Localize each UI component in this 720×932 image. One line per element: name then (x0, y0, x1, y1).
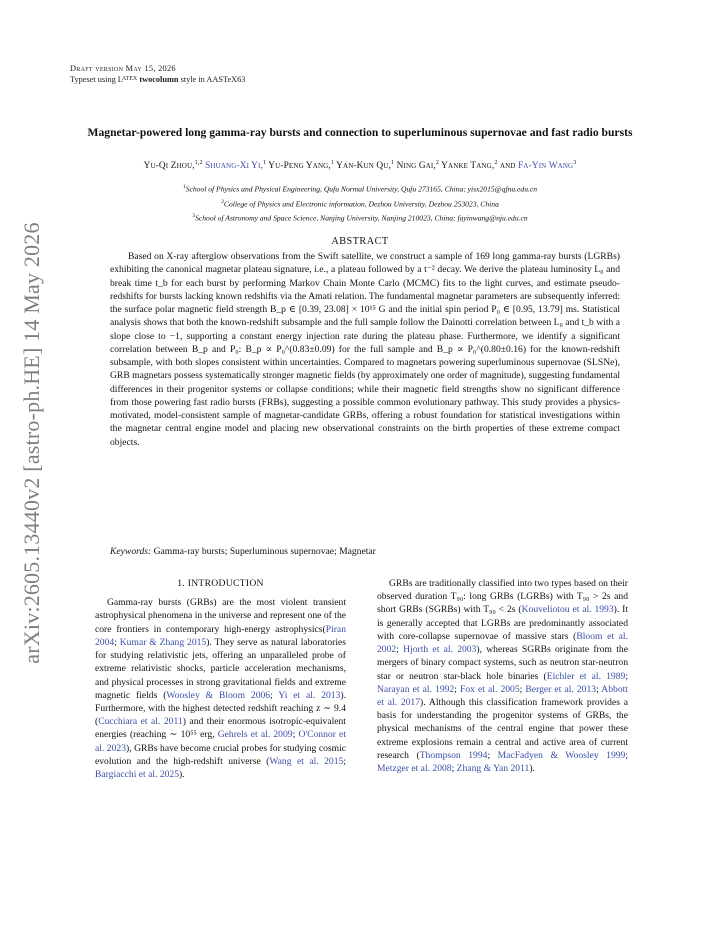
citation-link[interactable]: Metzger et al. 2008 (377, 763, 452, 775)
body-text: ; (270, 689, 279, 701)
citation-link[interactable]: O'Connor et al. 2023 (95, 729, 346, 754)
abstract-text: Based on X-ray afterglow observations from the Swift satellite, we construct a sample of 169 long gamma-ray bursts (LGRBs) exhibiting the canonical magnetar plateau signature, i.e., a plateau followed by a t⁻² decay. We derive the plateau luminosity L₀ and break time t_b for each burst by performing Markov Chain Monte Carlo (MCMC) fits to the light curves, and estimate pseudo-redshifts for bursts lacking known redshifts via the Amati relation. The fundamental magnetar parameters are subsequently inferred: the surface polar magnetic field strength B_p ∈ [0.39, 23.08] × 10¹⁵ G and the initial spin period P₀ ∈ [0.95, 13.79] ms. Statistical analysis shows that both the known-redshift subsample and the full sample follow the Dainotti correlation between L₀ and t_b with a slope close to −1, supporting a constant energy injection rate during the plateau phase. Furthermore, we identify a significant correlation between B_p and P₀: B_p ∝ P₀^(0.83±0.09) for the full sample and B_p ∝ P₀^(0.80±0.16) for the known-redshift subsample, with both slopes consistent within uncertainties. Compared to magnetars powering superluminous supernovae (SLSNe), GRB magnetars possess systematically stronger magnetic fields (by approximately one order of magnitude), suggesting fundamental differences in their progenitor systems or collapse conditions; while their magnetic field strengths show no significant difference from those powering fast radio bursts (FRBs), suggesting a possible common evolutionary pathway. This study provides a physics-motivated, model-consistent sample of magnetar-candidate GRBs, offering a robust foundation for statistical investigations within the magnetar central engine model and placing new observational constraints on the birth properties of these extreme compact objects. (110, 251, 620, 448)
abstract-heading: ABSTRACT (331, 236, 389, 247)
author-link[interactable]: Shuang-Xi Yi, (205, 161, 263, 172)
author-affiliation-mark: 3 (573, 160, 577, 166)
affiliation-line (60, 196, 660, 211)
body-text: ; (292, 729, 299, 741)
body-text: ; (451, 763, 457, 775)
draft-version-line: Draft version May 15, 2026 (70, 64, 176, 73)
body-text: ), GRBs have become crucial probes for studying cosmic evolution and the high-redshift universe ( (95, 742, 346, 767)
typeset-bold: twocolumn (139, 75, 179, 84)
citation-link[interactable]: Piran 2004 (95, 623, 346, 648)
citation-link[interactable]: Zhang & Yan 2011 (456, 763, 530, 775)
author-name: Yu-Qi Zhou, (143, 161, 195, 172)
body-text: ; (343, 755, 346, 767)
citation-link[interactable]: Kouveliotou et al. 1993 (521, 604, 614, 616)
affiliation-number: 1 (182, 184, 186, 190)
author-link[interactable]: Fa-Yin Wang (518, 161, 574, 172)
intro-paragraph-1 (95, 596, 346, 781)
author-affiliation-mark: 1 (330, 160, 335, 166)
citation-link[interactable]: Thompson 1994 (419, 749, 488, 761)
author-affiliation-mark: 2 (435, 160, 440, 166)
typeset-line: Typeset using $L^{ATEX}$ twocolumn style in AASTeX63 (70, 75, 246, 84)
section-heading-introduction: 1. INTRODUCTION (177, 578, 264, 589)
body-text: ), whereas SGRBs originate from the mergers of binary compact systems, such as neutron star-neutron star or neutron star-black hole binaries ( (377, 644, 628, 682)
author-name: Yanke Tang, (441, 161, 495, 172)
citation-link[interactable]: Cucchiara et al. 2011 (98, 716, 183, 728)
affiliation-line (60, 181, 660, 196)
keywords-text: Gamma-ray bursts; Superluminous supernovae; Magnetar (153, 546, 376, 557)
intro-left-column (95, 577, 346, 781)
citation-link[interactable]: Bargiacchi et al. 2025 (95, 769, 180, 781)
body-text: ; (625, 749, 629, 761)
citation-link[interactable]: Narayan et al. 1992 (377, 683, 455, 695)
body-text: Gamma-ray bursts (GRBs) are the most violent transient astrophysical phenomena in the universe and represent one of the core frontiers in contemporary high-energy astrophysics( (95, 597, 346, 635)
body-text: ) and their enormous isotropic-equivalent energies (reaching ∼ 10⁵⁵ erg, (95, 716, 346, 741)
author-affiliation-mark: 1 (390, 160, 395, 166)
citation-link[interactable]: Fox et al. 2005 (459, 683, 520, 695)
citation-link[interactable]: Woosley & Bloom 2006 (166, 689, 271, 701)
author-affiliation-mark: 2 (494, 160, 498, 166)
body-text: ; (596, 683, 602, 695)
affiliation-text: School of Astronomy and Space Science, Nanjing University, Nanjing 210023, China; fayinwang@nju.edu.cn (195, 214, 528, 223)
intro-right-column (377, 577, 628, 775)
citation-link[interactable]: Berger et al. 2013 (525, 683, 597, 695)
arxiv-identifier-text: arXiv:2605.13440v2 [astro-ph.HE] 14 May 2026 (19, 222, 44, 664)
citation-link[interactable]: Eichler et al. 1989 (546, 670, 626, 682)
body-text: ). It is generally accepted that LGRBs are predominantly associated with core-collapse supernovae of massive stars ( (377, 604, 628, 642)
citation-link[interactable]: Bloom et al. 2002 (377, 630, 628, 656)
author-name: Yu-Peng Yang, (268, 161, 331, 172)
keywords-line (110, 546, 620, 557)
intro-paragraph-2 (377, 577, 628, 775)
abstract-body (110, 250, 620, 449)
affiliation-text: School of Physics and Physical Engineering, Qufu Normal University, Qufu 273165, China; yisx2015@qfnu.edu.cn (185, 184, 538, 194)
keywords-label: Keywords: (110, 546, 152, 557)
body-text: ). (529, 763, 535, 775)
body-text: ; (396, 644, 404, 656)
citation-link[interactable]: Hjorth et al. 2003 (403, 644, 477, 656)
affiliation-number: 3 (192, 213, 196, 220)
author-name: Ning Gai, (396, 161, 436, 172)
body-text: ; (454, 683, 460, 695)
affiliation-text: College of Physics and Electronic information, Dezhou University, Dezhou 253023, China (223, 199, 499, 209)
author-affiliation-mark: 1 (263, 160, 267, 166)
author-list (60, 160, 660, 171)
citation-link[interactable]: Wang et al. 2015 (269, 755, 344, 767)
body-text: ; (519, 683, 526, 695)
citation-link[interactable]: MacFadyen & Woosley 1999 (497, 749, 626, 761)
body-text: ; (114, 636, 120, 648)
affiliation-number: 2 (221, 198, 224, 205)
citation-link[interactable]: Abbott et al. 2017 (377, 683, 628, 708)
body-text: ). (179, 769, 185, 781)
citation-link[interactable]: Kumar & Zhang 2015 (119, 636, 207, 648)
body-text: ). Although this classification framework provides a basis for understanding the progenitor systems of GRBs, the physical mechanisms of the central engine that power these extreme explosions remain a central and active area of current research ( (377, 696, 628, 761)
author-name: and (499, 161, 516, 172)
body-text: ). They serve as natural laboratories for studying relativistic jets, offering an unparalleled probe of extreme relativistic shocks, particle acceleration mechanisms, and physical processes in strong gravitational fields and extreme magnetic fields ( (95, 636, 346, 701)
preprint-header (70, 63, 245, 85)
arxiv-identifier-stamp (6, 222, 58, 664)
body-text: GRBs are traditionally classified into two types based on their observed duration T₉₀: long GRBs (LGRBs) with T₉₀ > 2s and short GRBs (SGRBs) with T₉₀ < 2s ( (377, 578, 628, 616)
author-affiliation-mark: 1,2 (194, 160, 203, 166)
body-text: ; (487, 749, 498, 761)
affiliation-list (60, 181, 660, 225)
citation-link[interactable]: Yi et al. 2013 (278, 689, 341, 701)
paper-title: Magnetar-powered long gamma-ray bursts and connection to superluminous supernovae and fast radio bursts (87, 126, 633, 139)
author-name: Yan-Kun Qu, (336, 161, 391, 172)
citation-link[interactable]: Gehrels et al. 2009 (217, 729, 293, 741)
body-text: ; (625, 670, 628, 682)
affiliation-line (60, 210, 660, 225)
body-text: ). Furthermore, with the highest detected redshift reaching z ∼ 9.4 ( (95, 689, 346, 728)
